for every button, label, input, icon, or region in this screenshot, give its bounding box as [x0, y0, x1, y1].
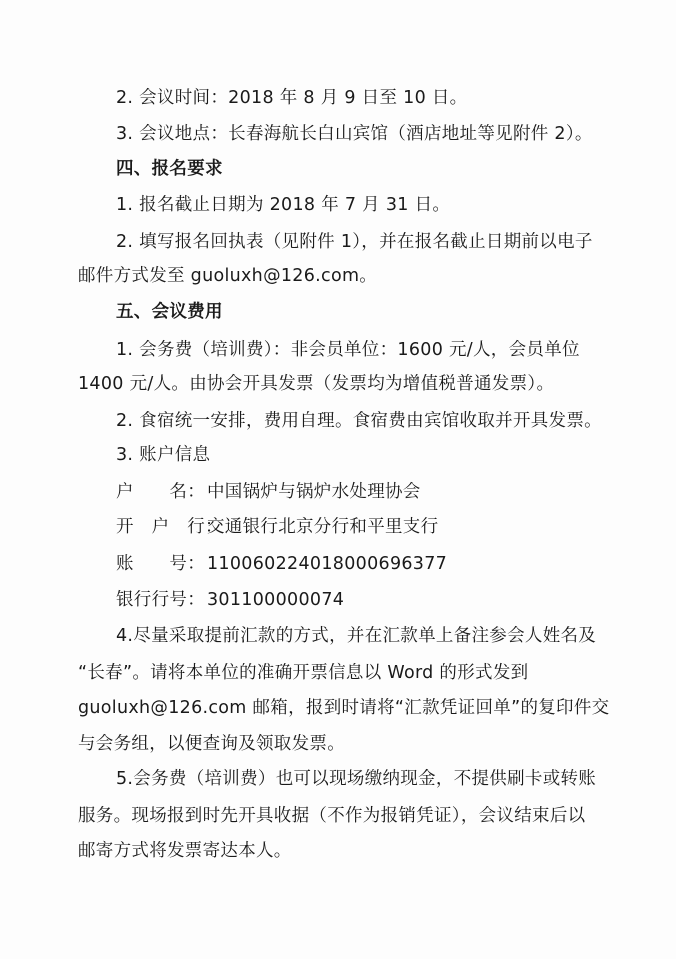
- account-bank-label: 开 户 行：: [116, 517, 223, 537]
- account-name-label: 户 名：: [116, 482, 205, 502]
- account-name-value: 中国锅炉与锅炉水处理协会: [207, 482, 421, 502]
- section-4-heading: 四、报名要求: [116, 159, 223, 179]
- account-number-label: 账 号：: [116, 554, 205, 574]
- section-5-heading: 五、会议费用: [116, 302, 223, 322]
- s4-item-2-line-2: 邮件方式发至 guoluxh@126.com。: [78, 266, 378, 286]
- s5-item-1-line-2: 1400 元/人。由协会开具发票（发票均为增值税普通发票）。: [78, 374, 555, 394]
- meeting-place-line: 3. 会议地点：长春海航长白山宾馆（酒店地址等见附件 2）。: [116, 124, 593, 144]
- account-code-value: 301100000074: [207, 590, 345, 610]
- account-number-value: 110060224018000696377: [207, 554, 448, 574]
- s5-item-1-line-1: 1. 会务费（培训费）：非会员单位：1600 元/人，会员单位: [116, 340, 580, 360]
- account-code-label: 银行行号：: [116, 590, 205, 610]
- s5-item-4-line-3: guoluxh@126.com 邮箱，报到时请将“汇款凭证回单”的复印件交: [78, 698, 610, 718]
- s5-item-5-line-1: 5.会务费（培训费）也可以现场缴纳现金，不提供刷卡或转账: [116, 769, 597, 789]
- s5-item-4-line-2: “长春”。请将本单位的准确开票信息以 Word 的形式发到: [78, 663, 529, 683]
- s5-item-5-line-3: 邮寄方式将发票寄达本人。: [78, 841, 292, 861]
- meeting-time-line: 2. 会议时间：2018 年 8 月 9 日至 10 日。: [116, 88, 468, 108]
- s4-item-1: 1. 报名截止日期为 2018 年 7 月 31 日。: [116, 195, 451, 215]
- s4-item-2-line-1: 2. 填写报名回执表（见附件 1），并在报名截止日期前以电子: [116, 232, 593, 252]
- s5-item-3: 3. 账户信息: [116, 445, 211, 465]
- s5-item-2: 2. 食宿统一安排，费用自理。食宿费由宾馆收取并开具发票。: [116, 411, 602, 431]
- account-bank-value: 交通银行北京分行和平里支行: [207, 517, 439, 537]
- s5-item-4-line-4: 与会务组，以便查询及领取发票。: [78, 734, 345, 754]
- s5-item-4-line-1: 4.尽量采取提前汇款的方式，并在汇款单上备注参会人姓名及: [116, 626, 597, 646]
- s5-item-5-line-2: 服务。现场报到时先开具收据（不作为报销凭证），会议结束后以: [78, 806, 586, 826]
